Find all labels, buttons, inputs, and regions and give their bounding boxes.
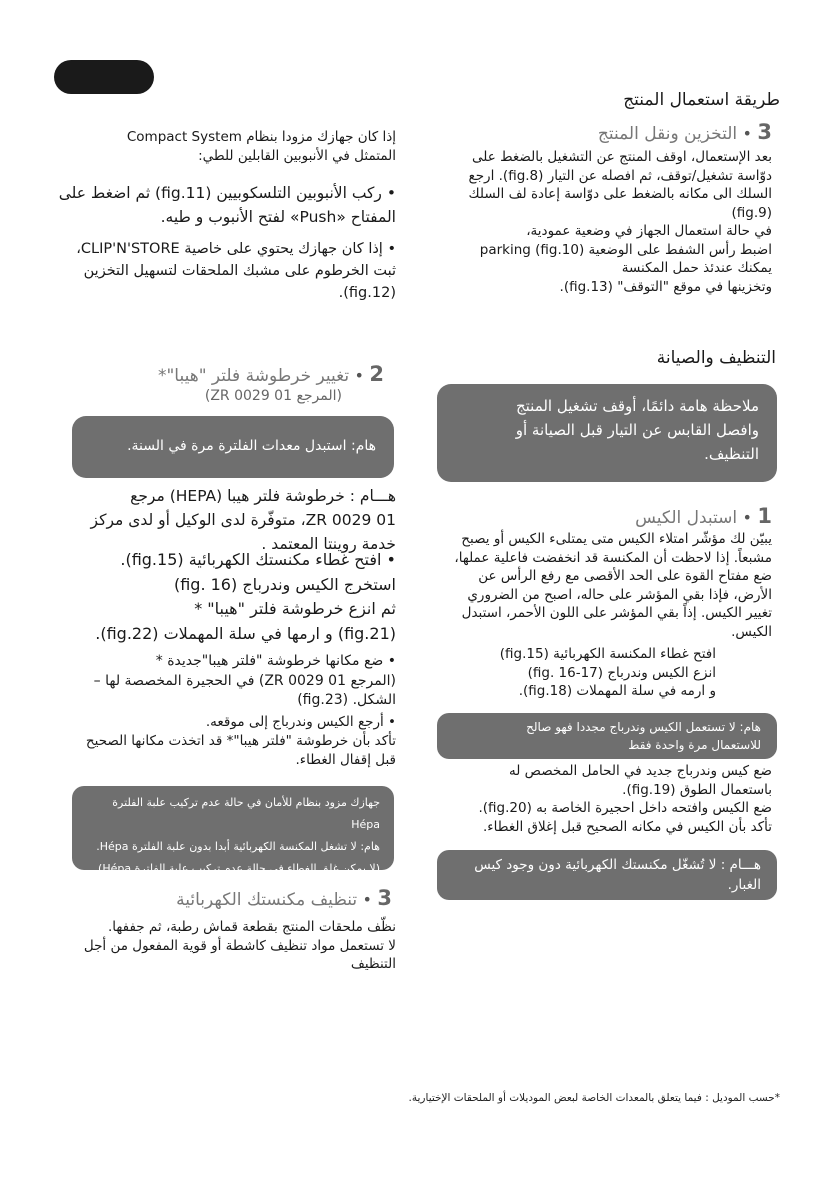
hepa-safety-box: جهازك مزود بنظام للأمان في حالة عدم تركيب علبة الفلترة Hépa هام: لا تشغل المكنسة الكهربائية أبدا بدون علبة الفلترة Hépa. (لا يمكن غلق الغطاء في حالة عدم تركيب علبة الفلترة Hépa) — [72, 786, 394, 870]
page-title: طريقة استعمال المنتج — [623, 90, 780, 110]
bullet-dot: • — [362, 890, 372, 909]
section-heading-replace-bag — [452, 504, 772, 528]
language-tab — [54, 60, 154, 94]
hepa-remove-steps: • افتح غطاء مكنستك الكهربائية (fig.15). استخرج الكيس وندرباج (fig. 16) ثم انزع خرطوشة فلتر "هيبا" * (fig.21) و ارمها في سلة المهملات (fig.22). — [95, 550, 396, 643]
footnote: *حسب الموديل : فيما يتعلق بالمعدات الخاصة لبعض الموديلات أو الملحقات الإختيارية. — [408, 1092, 780, 1104]
bullet-dot: • — [354, 366, 364, 385]
section-title: تنظيف مكنستك الكهربائية — [176, 890, 358, 910]
section-title: تغيير خرطوشة فلتر "هيبا"* — [157, 366, 350, 386]
hepa-reference: (المرجع ZR 0029 01) — [204, 388, 342, 404]
hepa-close-steps: • أرجع الكيس وندرباج إلى موقعه. تأكد بأن خرطوشة "فلتر هيبا"* قد اتخذت مكانها الصحيح قبل إقفال الغطاء. — [85, 714, 396, 768]
hepa-availability-paragraph: هـــام : خرطوشة فلتر هيبا (HEPA) مرجع ZR 0029 01، متوفّرة لدى الوكيل أو لدى مركز خدمة روينتا المعتمد . — [90, 487, 396, 553]
cleaning-heading: التنظيف والصيانة — [656, 348, 776, 368]
section-number: 2 — [369, 362, 384, 386]
new-bag-paragraph: ضع كيس وندرباج جديد في الحامل المخصص له باستعمال الطوق (fig.19). ضع الكيس وافتحه داخل احجيرة الخاصة به (fig.20). تأكد بأن الكيس في مكانه الصحيح قبل إغلاق الغطاء. — [478, 763, 772, 835]
clean-vacuum-paragraph: نظّف ملحقات المنتج بقطعة قماش رطبة، ثم جففها. لا تستعمل مواد تنظيف كاشطة أو قوية المفعول من أجل التنظيف — [83, 919, 396, 972]
section-heading-storage — [432, 120, 772, 144]
section-number: 3 — [757, 120, 772, 144]
section-title: استبدل الكيس — [635, 508, 738, 528]
no-bag-warning-box: هـــام : لا تُشغّل مكنستك الكهربائية دون وجود كيس الغبار. — [437, 850, 777, 900]
compact-bullet-telescopic: • ركب الأنبوبين التلسكوبيين (fig.11) ثم اضغط على المفتاح «Push» لفتح الأنبوب و طيه. — [58, 184, 396, 226]
section-heading-hepa — [64, 362, 384, 386]
bag-reuse-warning-box: هام: لا تستعمل الكيس وندرباج مجددا فهو صالح للاستعمال مرة واحدة فقط — [437, 713, 777, 759]
storage-paragraph: بعد الإستعمال، اوقف المنتج عن التشغيل بالضغط على دوّاسة تشغيل/توقف، ثم افصله عن التيار (fig.8). ارجع السلك الى مكانه بالضغط على دوّاسة إعادة لف السلك (fig.9) في حالة استعمال الجهاز في وضعية عمودية، اضبط رأس الشفط على الوضعية parking (fig.10) يمكنك عندئذ حمل المكنسة وتخزينها في موقع "التوقف" (fig.13). — [468, 149, 772, 295]
hepa-install-steps: • ضع مكانها خرطوشة "فلتر هيبا"جديدة * (المرجع ZR 0029 01) في الحجيرة المخصصة لها – الشكل. (fig.23) — [93, 653, 396, 708]
bullet-dot: • — [742, 508, 752, 527]
section-title: التخزين ونقل المنتج — [597, 124, 738, 144]
replace-bag-paragraph: يبيّن لك مؤشّر امتلاء الكيس متى يمتلىء الكيس أو يصبح مشبعاً. إذا لاحظت أن المكنسة قد انخفضت فاعلية عملها، ضع مفتاح القوة على الحد الأقصى مع رفع الرأس عن الأرض، فإذا بقي المؤشر على حاله، اصبح من الضروري تغيير الكيس. إذاً بقي المؤشر على اللون الأحمر، استبدل الكيس. — [454, 531, 772, 640]
section-heading-clean-vacuum — [52, 886, 392, 910]
compact-bullet-clipnstore: • إذا كان جهازك يحتوي على خاصية CLIP'N'STORE، ثبت الخرطوم على مشبك الملحقات لتسهيل التخزين (fig.12). — [76, 241, 396, 301]
section-number: 3 — [377, 886, 392, 910]
filter-replace-notice-box: هام: استبدل معدات الفلترة مرة في السنة. — [72, 416, 394, 478]
section-number: 1 — [757, 504, 772, 528]
compact-system-intro: إذا كان جهازك مزودا بنظام Compact System المتمثل في الأنبوبين القابلين للطي: — [126, 129, 396, 164]
bullet-dot: • — [742, 124, 752, 143]
maintenance-note-box: ملاحظة هامة دائمًا، أوقف تشغيل المنتج وافصل القابس عن التيار قبل الصيانة أو التنظيف. — [437, 384, 777, 482]
replace-bag-steps: افتح غطاء المكنسة الكهربائية (fig.15) انزع الكيس وندرباج (fig. 16-17) و ارمه في سلة المهملات (fig.18). — [499, 646, 716, 699]
